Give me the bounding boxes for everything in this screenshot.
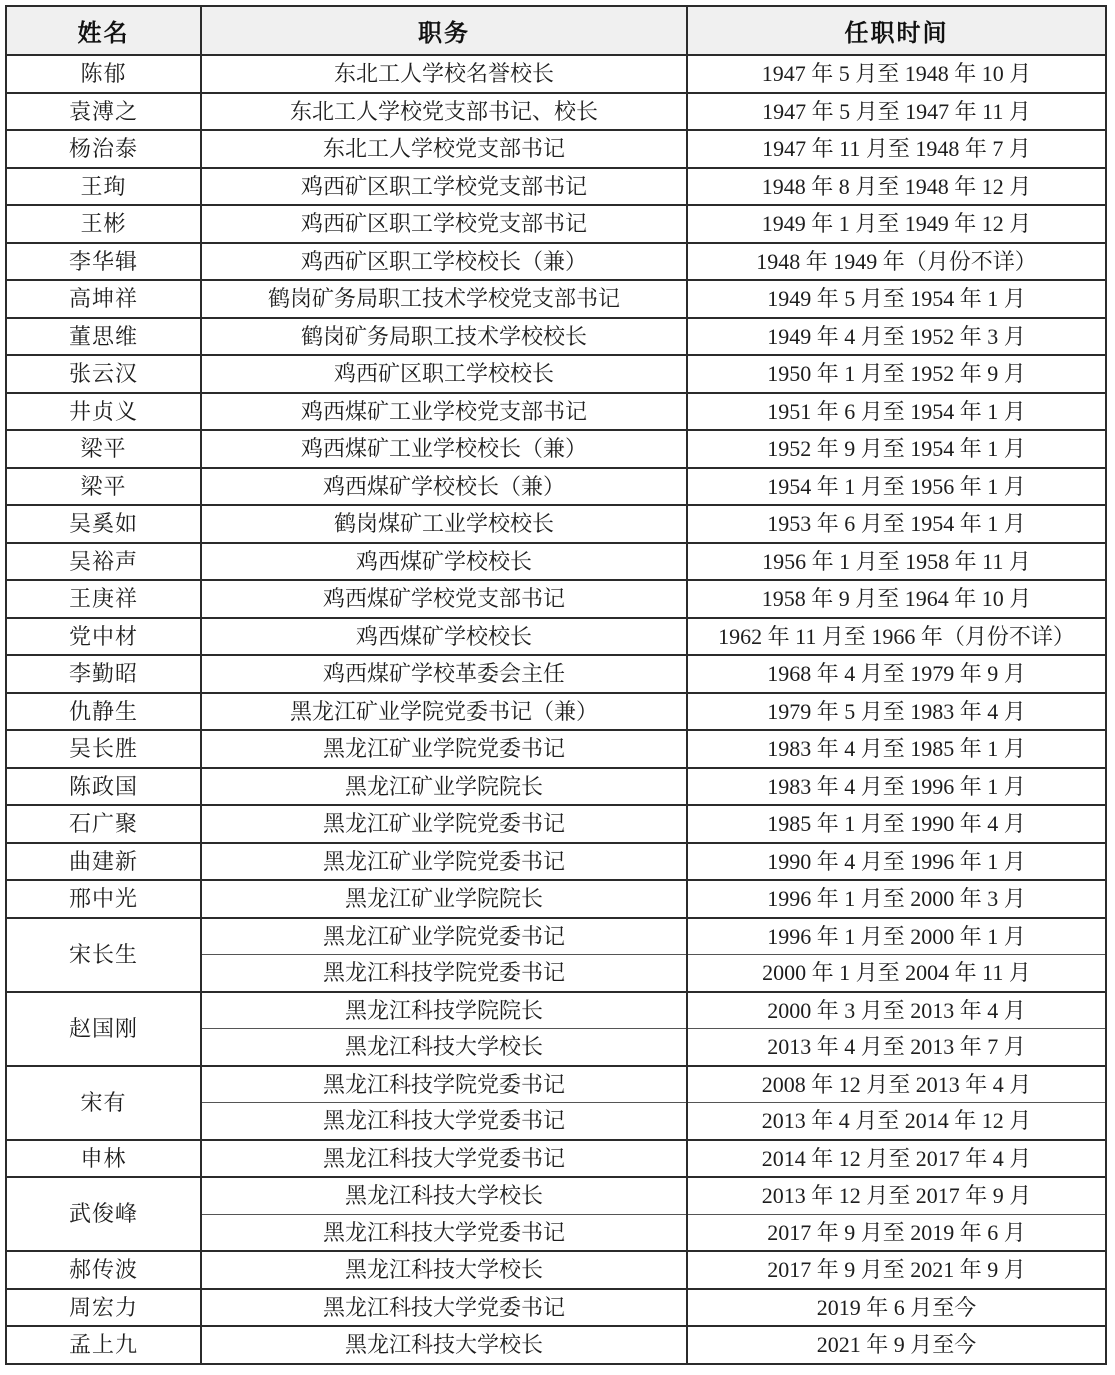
name-cell: 石广聚: [6, 805, 201, 843]
table-row: [6, 505, 1106, 543]
position-cell: 黑龙江科技大学党委书记: [201, 1140, 687, 1178]
table-row: [6, 805, 1106, 843]
position-cell: 黑龙江矿业学院党委书记: [201, 843, 687, 881]
position-cell: 东北工人学校名誉校长: [201, 55, 687, 93]
name-cell: 袁溥之: [6, 93, 201, 131]
position-cell: 鸡西煤矿学校校长: [201, 618, 687, 656]
position-cell: 鹤岗煤矿工业学校校长: [201, 505, 687, 543]
leaders-table: [5, 5, 1107, 1365]
table-row: [6, 843, 1106, 881]
tenure-cell: 1948 年 1949 年（月份不详）: [687, 243, 1106, 281]
position-cell: 黑龙江矿业学院党委书记: [201, 805, 687, 843]
table-row: [6, 693, 1106, 731]
tenure-cell: 1952 年 9 月至 1954 年 1 月: [687, 430, 1106, 468]
name-cell: 孟上九: [6, 1326, 201, 1364]
table-row: [6, 468, 1106, 506]
table-row: [6, 318, 1106, 356]
position-cell: 黑龙江矿业学院院长: [201, 768, 687, 806]
position-cell: 鹤岗矿务局职工技术学校校长: [201, 318, 687, 356]
table-row: [6, 280, 1106, 318]
table-row: [6, 1140, 1106, 1178]
position-cell: 黑龙江矿业学院党委书记（兼）: [201, 693, 687, 731]
name-cell: 赵国刚: [6, 992, 201, 1066]
table-row: [6, 655, 1106, 693]
tenure-cell: 1947 年 5 月至 1948 年 10 月: [687, 55, 1106, 93]
tenure-cell: 2014 年 12 月至 2017 年 4 月: [687, 1140, 1106, 1178]
table-row: [6, 93, 1106, 131]
position-cell: 鸡西矿区职工学校校长（兼）: [201, 243, 687, 281]
table-row: [6, 355, 1106, 393]
tenure-cell: 1996 年 1 月至 2000 年 1 月: [687, 918, 1106, 955]
position-cell: 东北工人学校党支部书记、校长: [201, 93, 687, 131]
name-cell: 李勤昭: [6, 655, 201, 693]
position-cell: 东北工人学校党支部书记: [201, 130, 687, 168]
position-cell: 鸡西煤矿学校革委会主任: [201, 655, 687, 693]
name-cell: 周宏力: [6, 1289, 201, 1327]
name-cell: 仇静生: [6, 693, 201, 731]
name-cell: 高坤祥: [6, 280, 201, 318]
position-cell: 鸡西矿区职工学校校长: [201, 355, 687, 393]
tenure-cell: 1954 年 1 月至 1956 年 1 月: [687, 468, 1106, 506]
table-row: [6, 1251, 1106, 1289]
tenure-cell: 1948 年 8 月至 1948 年 12 月: [687, 168, 1106, 206]
position-cell: 黑龙江矿业学院院长: [201, 880, 687, 918]
col-header-name: 姓名: [6, 6, 201, 55]
tenure-cell: 1947 年 5 月至 1947 年 11 月: [687, 93, 1106, 131]
tenure-cell: 2000 年 1 月至 2004 年 11 月: [687, 955, 1106, 992]
name-cell: 申林: [6, 1140, 201, 1178]
tenure-cell: 1996 年 1 月至 2000 年 3 月: [687, 880, 1106, 918]
tenure-cell: 2017 年 9 月至 2019 年 6 月: [687, 1214, 1106, 1251]
tenure-cell: 2017 年 9 月至 2021 年 9 月: [687, 1251, 1106, 1289]
position-cell: 鸡西煤矿工业学校校长（兼）: [201, 430, 687, 468]
table-row: [6, 430, 1106, 468]
name-cell: 陈郁: [6, 55, 201, 93]
tenure-cell: 1990 年 4 月至 1996 年 1 月: [687, 843, 1106, 881]
position-cell: 黑龙江科技大学校长: [201, 1326, 687, 1364]
tenure-cell: 1979 年 5 月至 1983 年 4 月: [687, 693, 1106, 731]
name-cell: 王彬: [6, 205, 201, 243]
table-row: [6, 918, 1106, 955]
table-row: [6, 168, 1106, 206]
tenure-cell: 2008 年 12 月至 2013 年 4 月: [687, 1066, 1106, 1103]
col-header-position: 职务: [201, 6, 687, 55]
table-row: [6, 130, 1106, 168]
tenure-cell: 1983 年 4 月至 1985 年 1 月: [687, 730, 1106, 768]
tenure-cell: 1968 年 4 月至 1979 年 9 月: [687, 655, 1106, 693]
name-cell: 杨治泰: [6, 130, 201, 168]
name-cell: 梁平: [6, 468, 201, 506]
table-row: [6, 205, 1106, 243]
tenure-cell: 2019 年 6 月至今: [687, 1289, 1106, 1327]
position-cell: 黑龙江科技大学党委书记: [201, 1289, 687, 1327]
name-cell: 宋有: [6, 1066, 201, 1140]
table-row: [6, 393, 1106, 431]
position-cell: 黑龙江科技大学校长: [201, 1177, 687, 1214]
table-row: [6, 1066, 1106, 1103]
name-cell: 董思维: [6, 318, 201, 356]
table-row: [6, 1326, 1106, 1364]
table-row: [6, 243, 1106, 281]
name-cell: 梁平: [6, 430, 201, 468]
name-cell: 曲建新: [6, 843, 201, 881]
name-cell: 陈政国: [6, 768, 201, 806]
tenure-cell: 1956 年 1 月至 1958 年 11 月: [687, 543, 1106, 581]
name-cell: 武俊峰: [6, 1177, 201, 1251]
table-row: [6, 55, 1106, 93]
table-row: [6, 1289, 1106, 1327]
name-cell: 井贞义: [6, 393, 201, 431]
tenure-cell: 1949 年 5 月至 1954 年 1 月: [687, 280, 1106, 318]
tenure-cell: 1983 年 4 月至 1996 年 1 月: [687, 768, 1106, 806]
tenure-cell: 1985 年 1 月至 1990 年 4 月: [687, 805, 1106, 843]
table-row: [6, 880, 1106, 918]
position-cell: 黑龙江科技大学校长: [201, 1029, 687, 1066]
name-cell: 吴裕声: [6, 543, 201, 581]
position-cell: 黑龙江矿业学院党委书记: [201, 730, 687, 768]
position-cell: 黑龙江科技学院院长: [201, 992, 687, 1029]
tenure-cell: 1958 年 9 月至 1964 年 10 月: [687, 580, 1106, 618]
name-cell: 王珣: [6, 168, 201, 206]
position-cell: 黑龙江科技学院党委书记: [201, 1066, 687, 1103]
tenure-cell: 1949 年 1 月至 1949 年 12 月: [687, 205, 1106, 243]
name-cell: 王庚祥: [6, 580, 201, 618]
table-row: [6, 1177, 1106, 1214]
name-cell: 宋长生: [6, 918, 201, 992]
tenure-cell: 2013 年 4 月至 2014 年 12 月: [687, 1103, 1106, 1140]
tenure-cell: 2013 年 4 月至 2013 年 7 月: [687, 1029, 1106, 1066]
tenure-cell: 1962 年 11 月至 1966 年（月份不详）: [687, 618, 1106, 656]
table-row: [6, 580, 1106, 618]
tenure-cell: 2021 年 9 月至今: [687, 1326, 1106, 1364]
position-cell: 鸡西矿区职工学校党支部书记: [201, 205, 687, 243]
name-cell: 党中材: [6, 618, 201, 656]
position-cell: 黑龙江科技大学党委书记: [201, 1103, 687, 1140]
tenure-cell: 1947 年 11 月至 1948 年 7 月: [687, 130, 1106, 168]
table-row: [6, 618, 1106, 656]
tenure-cell: 1953 年 6 月至 1954 年 1 月: [687, 505, 1106, 543]
table-row: [6, 543, 1106, 581]
name-cell: 郝传波: [6, 1251, 201, 1289]
position-cell: 鸡西煤矿学校校长: [201, 543, 687, 581]
table-row: [6, 730, 1106, 768]
position-cell: 黑龙江科技大学党委书记: [201, 1214, 687, 1251]
col-header-tenure: 任职时间: [687, 6, 1106, 55]
tenure-cell: 1950 年 1 月至 1952 年 9 月: [687, 355, 1106, 393]
name-cell: 吴奚如: [6, 505, 201, 543]
position-cell: 鸡西煤矿学校校长（兼）: [201, 468, 687, 506]
tenure-cell: 1951 年 6 月至 1954 年 1 月: [687, 393, 1106, 431]
header-row: [6, 6, 1106, 55]
position-cell: 鹤岗矿务局职工技术学校党支部书记: [201, 280, 687, 318]
name-cell: 吴长胜: [6, 730, 201, 768]
table-row: [6, 992, 1106, 1029]
position-cell: 鸡西煤矿工业学校党支部书记: [201, 393, 687, 431]
table-row: [6, 768, 1106, 806]
tenure-cell: 2000 年 3 月至 2013 年 4 月: [687, 992, 1106, 1029]
position-cell: 鸡西煤矿学校党支部书记: [201, 580, 687, 618]
name-cell: 张云汉: [6, 355, 201, 393]
name-cell: 邢中光: [6, 880, 201, 918]
tenure-cell: 2013 年 12 月至 2017 年 9 月: [687, 1177, 1106, 1214]
position-cell: 鸡西矿区职工学校党支部书记: [201, 168, 687, 206]
position-cell: 黑龙江矿业学院党委书记: [201, 918, 687, 955]
tenure-cell: 1949 年 4 月至 1952 年 3 月: [687, 318, 1106, 356]
position-cell: 黑龙江科技学院党委书记: [201, 955, 687, 992]
name-cell: 李华辑: [6, 243, 201, 281]
position-cell: 黑龙江科技大学校长: [201, 1251, 687, 1289]
